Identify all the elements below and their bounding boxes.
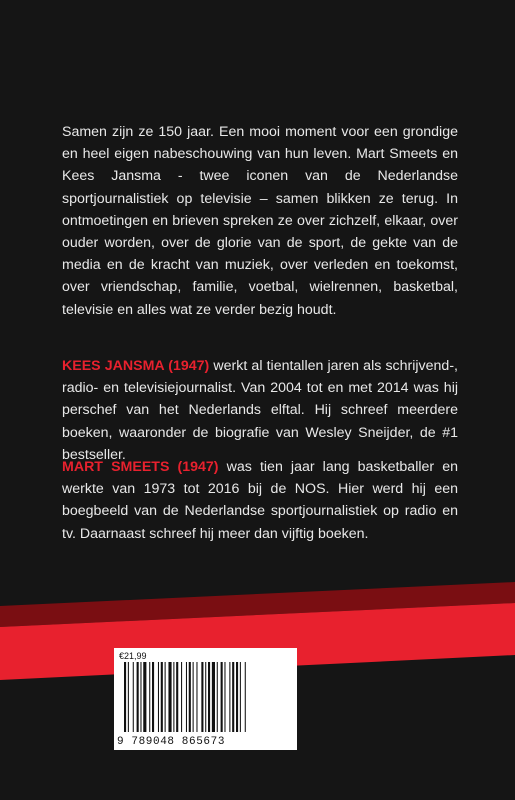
author-bio-text: was tien jaar lang basketballer en werkte van 1973 tot 2016 bij de NOS. Hier werd hij een boegbeeld van de Nederlandse sportjournalistiek op radio en tv. Daarnaast schreef hij meer dan vijftig boeken. — [62, 459, 458, 542]
barcode-bar — [186, 662, 187, 732]
price-label: €21,99 — [119, 651, 147, 661]
barcode-bar — [208, 662, 210, 732]
barcode-bar — [137, 662, 139, 732]
barcode-bar — [168, 662, 171, 732]
author-name-mart-smeets: MART SMEETS (1947) — [62, 459, 219, 475]
barcode-bar — [245, 662, 246, 732]
barcode-bar — [124, 662, 126, 732]
barcode-bar — [240, 662, 241, 732]
barcode-bar — [236, 662, 238, 732]
barcode-bar — [221, 662, 223, 732]
isbn-number: 9 789048 865673 — [117, 736, 226, 748]
barcode-bar — [140, 662, 141, 732]
barcode-bar — [229, 662, 230, 732]
barcode-bar — [165, 662, 166, 732]
blurb-intro-paragraph: Samen zijn ze 150 jaar. Een mooi moment voor een grondige en heel eigen nabeschouwing van hun leven. Mart Smeets en Kees Jansma - twee iconen van de Nederlandse sportjournalistiek op televisie – samen blikken ze terug. In ontmoetingen en brieven spreken ze over zichzelf, elkaar, over ouder worden, over de glorie van de sport, de gekte van de media en de kracht van muziek, over verleden en toekomst, over vriendschap, familie, voetbal, wielrennen, basketbal, televisie en alles wat ze verder bezig houdt. — [62, 124, 458, 318]
barcode-bar — [149, 662, 150, 732]
barcode-bar — [176, 662, 178, 732]
barcode-bar — [232, 662, 234, 732]
barcode-bar — [173, 662, 174, 732]
author-bio-mart-smeets — [62, 456, 458, 545]
barcode-bar — [161, 662, 163, 732]
barcode-bar — [224, 662, 225, 732]
barcode-bar — [217, 662, 218, 732]
barcode-bar — [193, 662, 194, 732]
author-bio-text: werkt al tientallen jaren als schrijvend-, radio- en televisiejournalist. Van 2004 tot en met 2014 was hij perschef van het Nederlands elftal. Hij schreef meerdere boeken, waaronder de biografie van Wesley Sneijder, de #1 bestseller. — [62, 358, 458, 463]
barcode-bar — [158, 662, 159, 732]
author-bio-kees-jansma — [62, 355, 458, 466]
barcode-bar — [189, 662, 191, 732]
barcode-bar — [212, 662, 215, 732]
barcode-bar — [196, 662, 197, 732]
barcode-bar — [133, 662, 134, 732]
barcode-bar — [143, 662, 146, 732]
barcode-bar — [128, 662, 129, 732]
barcode-bar — [201, 662, 203, 732]
author-name-kees-jansma: KEES JANSMA (1947) — [62, 358, 210, 374]
barcode-bar — [205, 662, 206, 732]
barcode-icon — [114, 648, 297, 750]
barcode-bar — [152, 662, 154, 732]
barcode-bar — [181, 662, 182, 732]
barcode-bars — [124, 662, 246, 732]
isbn-barcode-label — [114, 648, 297, 750]
